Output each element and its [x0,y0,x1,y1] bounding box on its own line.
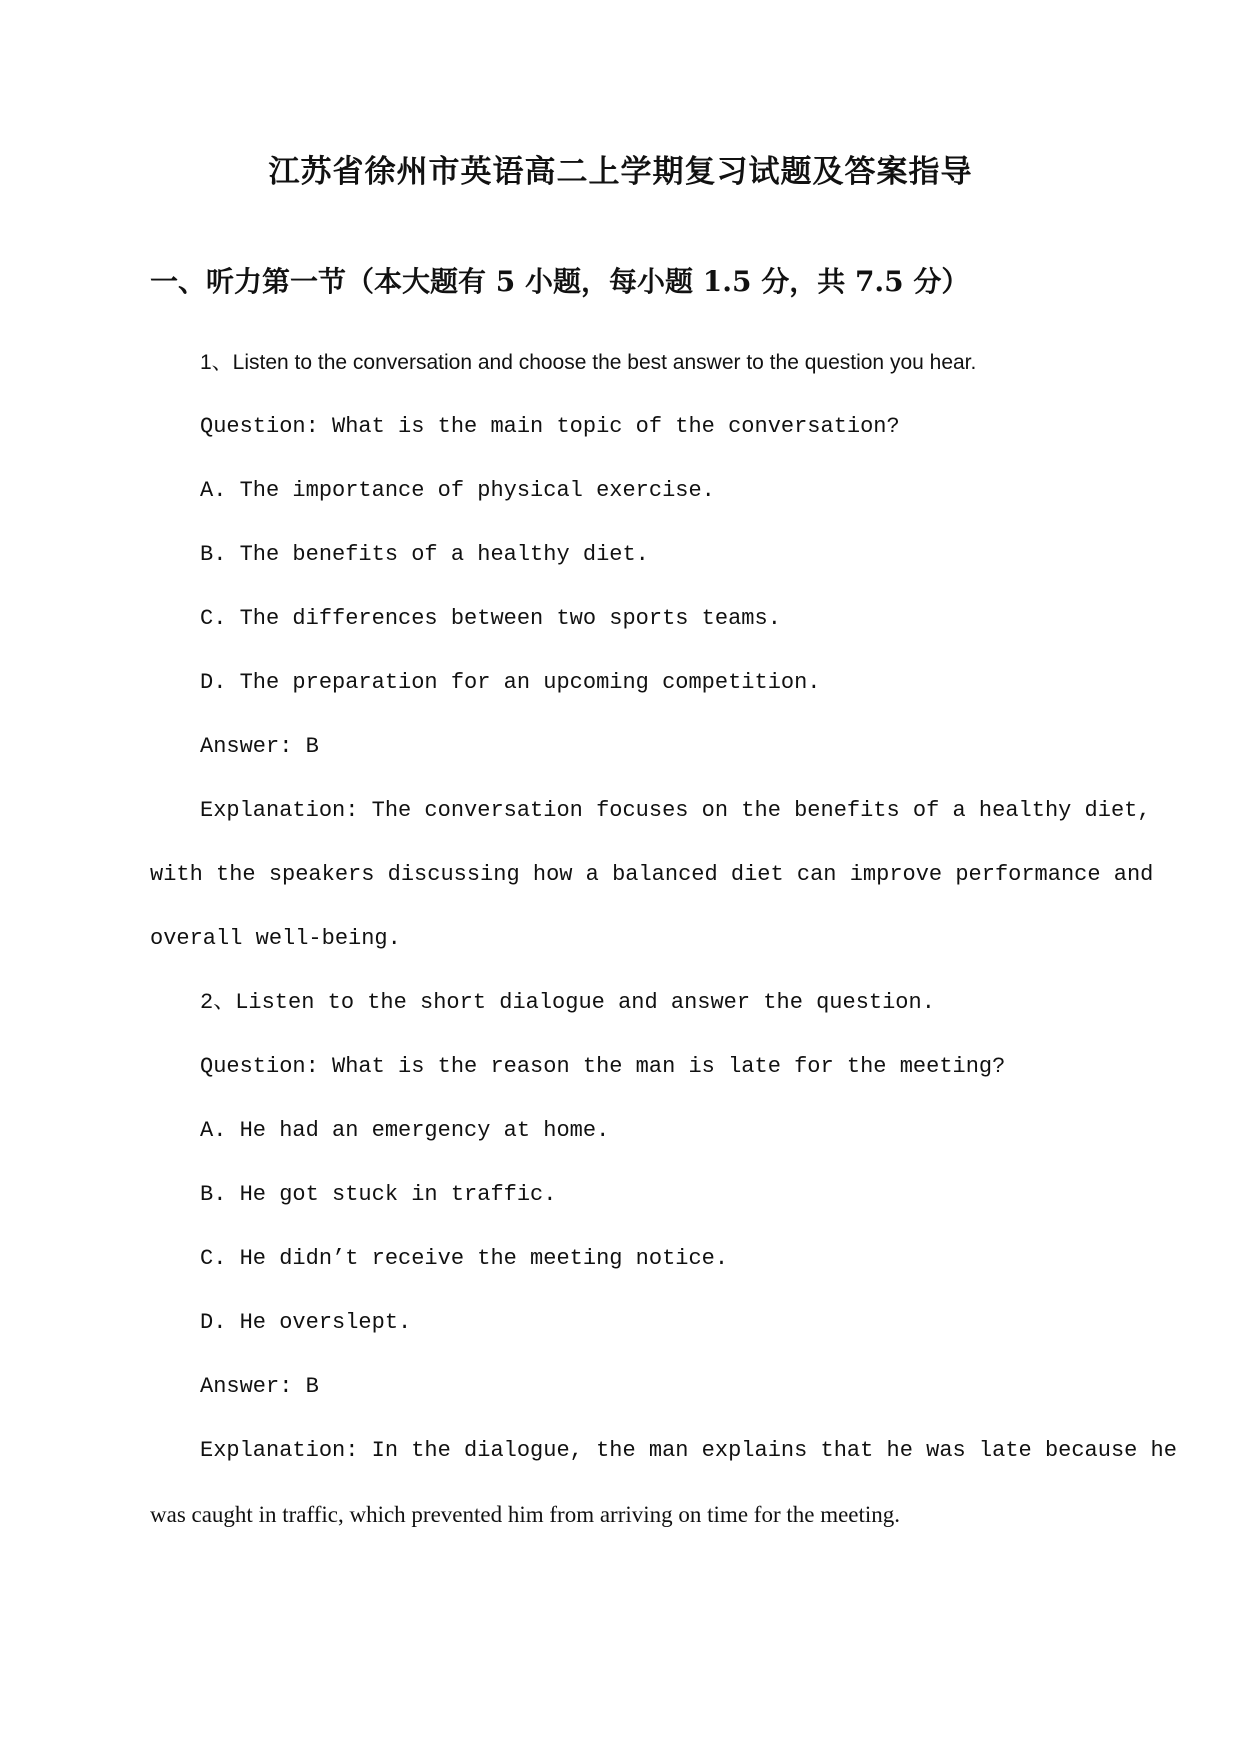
question-2-option-d: D. He overslept. [200,1310,412,1335]
question-1-option-c: C. The differences between two sports teams. [200,606,781,631]
question-2-option-c: C. He didn’t receive the meeting notice. [200,1246,729,1271]
question-2-text: Question: What is the reason the man is late for the meeting? [200,1054,1006,1079]
question-1-option-a: A. The importance of physical exercise. [200,478,715,503]
question-1-text: Question: What is the main topic of the conversation? [200,414,900,439]
question-1-explanation-line-1: Explanation: The conversation focuses on the benefits of a healthy diet, [200,798,1151,823]
question-1-explanation-line-2: with the speakers discussing how a balanced diet can improve performance and [150,862,1154,887]
question-2-explanation-line-1: Explanation: In the dialogue, the man explains that he was late because he [200,1438,1177,1463]
question-1-explanation-line-3: overall well-being. [150,926,401,951]
question-2-answer: Answer: B [200,1374,319,1399]
question-2-option-b: B. He got stuck in traffic. [200,1182,557,1207]
question-1-answer: Answer: B [200,734,319,759]
question-1-option-d: D. The preparation for an upcoming competition. [200,670,821,695]
page-title: 江苏省徐州市英语高二上学期复习试题及答案指导 [268,154,973,190]
question-1-option-b: B. The benefits of a healthy diet. [200,542,649,567]
question-2-explanation-line-2: was caught in traffic, which prevented him from arriving on time for the meeting. [150,1502,901,1527]
section-heading: 一、听力第一节（本大题有 5 小题，每小题 1.5 分，共 7.5 分） [150,265,970,298]
question-2-option-a: A. He had an emergency at home. [200,1118,610,1143]
question-1-prompt: 1、Listen to the conversation and choose the best answer to the question you hear. [200,351,977,374]
question-2-prompt: 2、Listen to the short dialogue and answer the question. [200,990,935,1015]
